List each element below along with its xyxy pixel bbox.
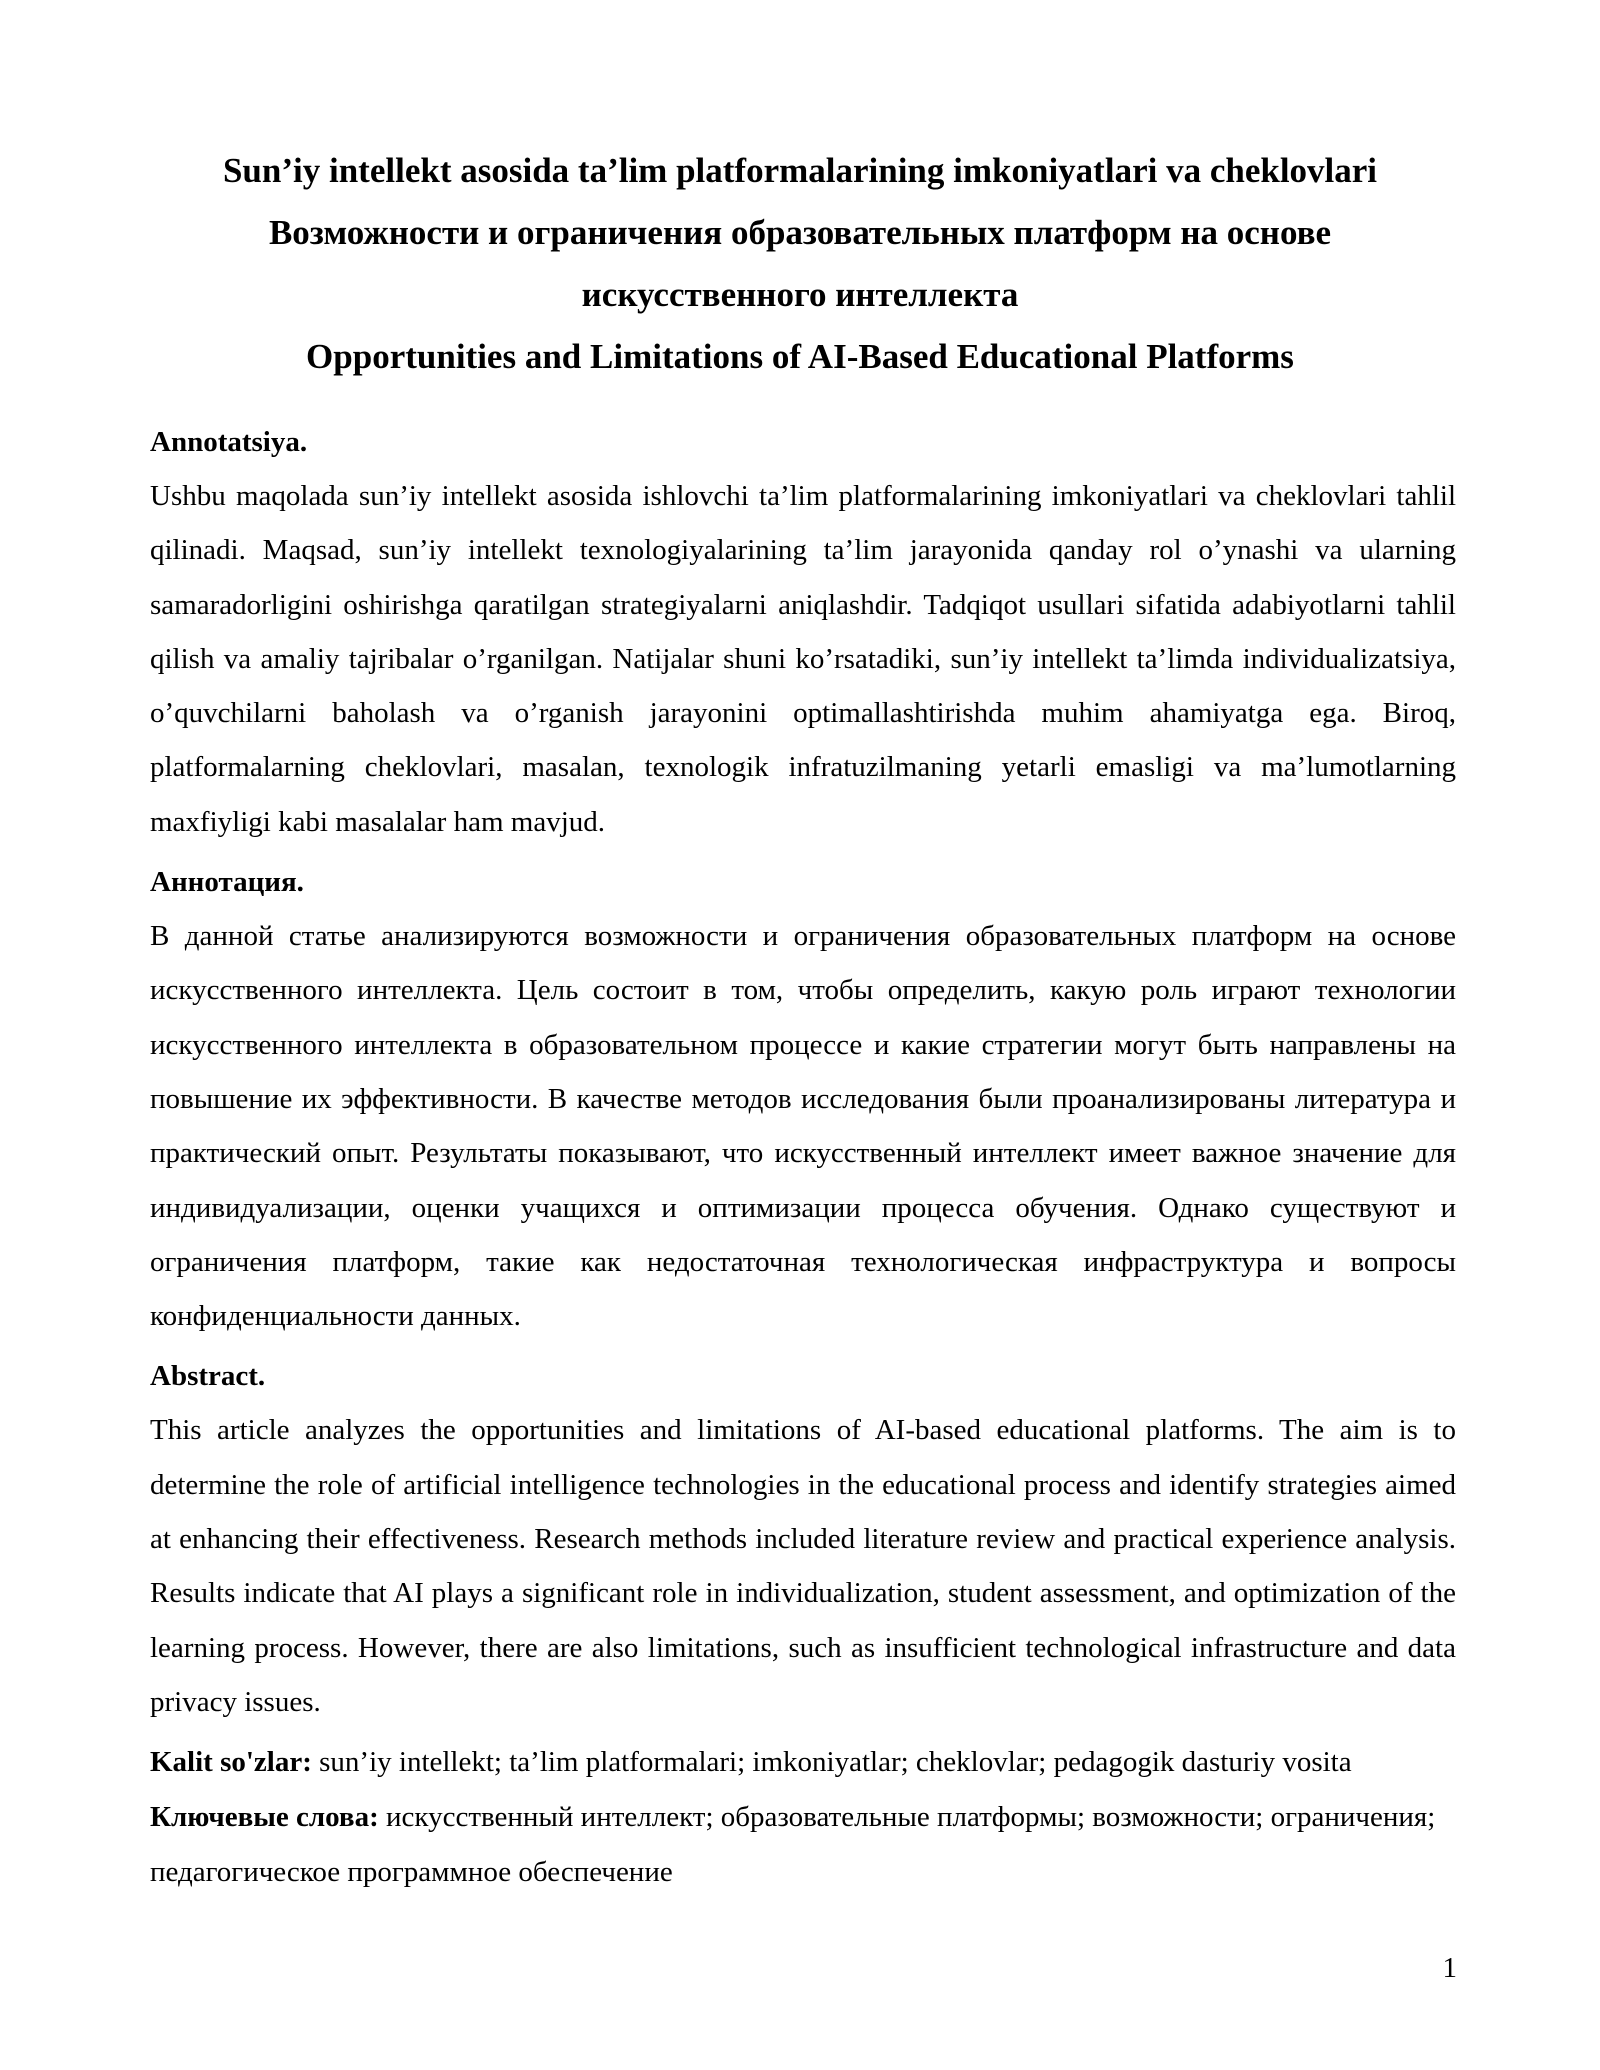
page-number: 1 (1442, 1952, 1457, 1984)
abstract-text: This article analyzes the opportunities and limitations of AI-based educational platforms. The aim is to determine the role of artificial intelligence technologies in the educational process and identify strategies aimed at enhancing their effectiveness. Research methods included literature review and practical experience analysis. Results indicate that AI plays a significant role in individualization, student assessment, and optimization of the learning process. However, there are also limitations, such as insufficient technological infrastructure and data privacy issues. (150, 1414, 1456, 1718)
keywords-uz (150, 1735, 1456, 1790)
title-uz: Sun’iy intellekt asosida ta’lim platformalarining imkoniyatlari va cheklovlari (222, 151, 1378, 190)
annotatsiya-ru-text: В данной статье анализируются возможности и ограничения образовательных платформ на основе искусственного интеллекта. Цель состоит в том, чтобы определить, какую роль играют технологии искусственного интеллекта в образовательном процессе и какие стратегии могут быть направлены на повышение их эффективности. В качестве методов исследования были проанализированы литература и практический опыт. Результаты показывают, что искусственный интеллект имеет важное значение для индивидуализации, оценки учащихся и оптимизации процесса обучения. Однако существуют и ограничения платформ, такие как недостаточная технологическая инфраструктура и вопросы конфиденциальности данных. (150, 920, 1456, 1333)
annotatsiya-text: Ushbu maqolada sun’iy intellekt asosida ishlovchi ta’lim platformalarining imkoniyatlari va cheklovlari tahlil qilinadi. Maqsad, sun’iy intellekt texnologiyalarining ta’lim jarayonida qanday rol o’ynashi va ularning samaradorligini oshirishga qaratilgan strategiyalarni aniqlashdir. Tadqiqot usullari sifatida adabiyotlarni tahlil qilish va amaliy tajribalar o’rganilgan. Natijalar shuni ko’rsatadiki, sun’iy intellekt ta’limda individualizatsiya, o’quvchilarni baholash va o’rganish jarayonini optimallashtirishda muhim ahamiyatga ega. Biroq, platformalarning cheklovlari, masalan, texnologik infratuzilmaning yetarli emasligi va ma’lumotlarning maxfiyligi kabi masalalar ham mavjud. (150, 480, 1456, 838)
title-block (150, 140, 1450, 388)
keywords-ru-text: искусственный интеллект; образовательные платформы; возможности; ограничения; педагогическое программное обеспечение (150, 1801, 1436, 1889)
document-body (150, 415, 1456, 1900)
title-en: Opportunities and Limitations of AI-Based Educational Platforms (306, 337, 1294, 376)
keywords-ru-label: Ключевые слова: (150, 1801, 379, 1834)
keywords-uz-label: Kalit so'zlar: (150, 1746, 312, 1779)
abstract-heading: Abstract. (150, 1360, 266, 1393)
title-ru-line1: Возможности и ограничения образовательных платформ на основе (268, 213, 1332, 252)
keywords-ru (150, 1790, 1456, 1900)
title-ru-line2: искусственного интеллекта (581, 275, 1019, 314)
keywords-uz-text: sun’iy intellekt; ta’lim platformalari; imkoniyatlar; cheklovlar; pedagogik dasturiy vosita (311, 1746, 1352, 1779)
annotatsiya-ru-heading: Аннотация. (150, 866, 304, 899)
annotatsiya-heading: Annotatsiya. (150, 426, 308, 458)
